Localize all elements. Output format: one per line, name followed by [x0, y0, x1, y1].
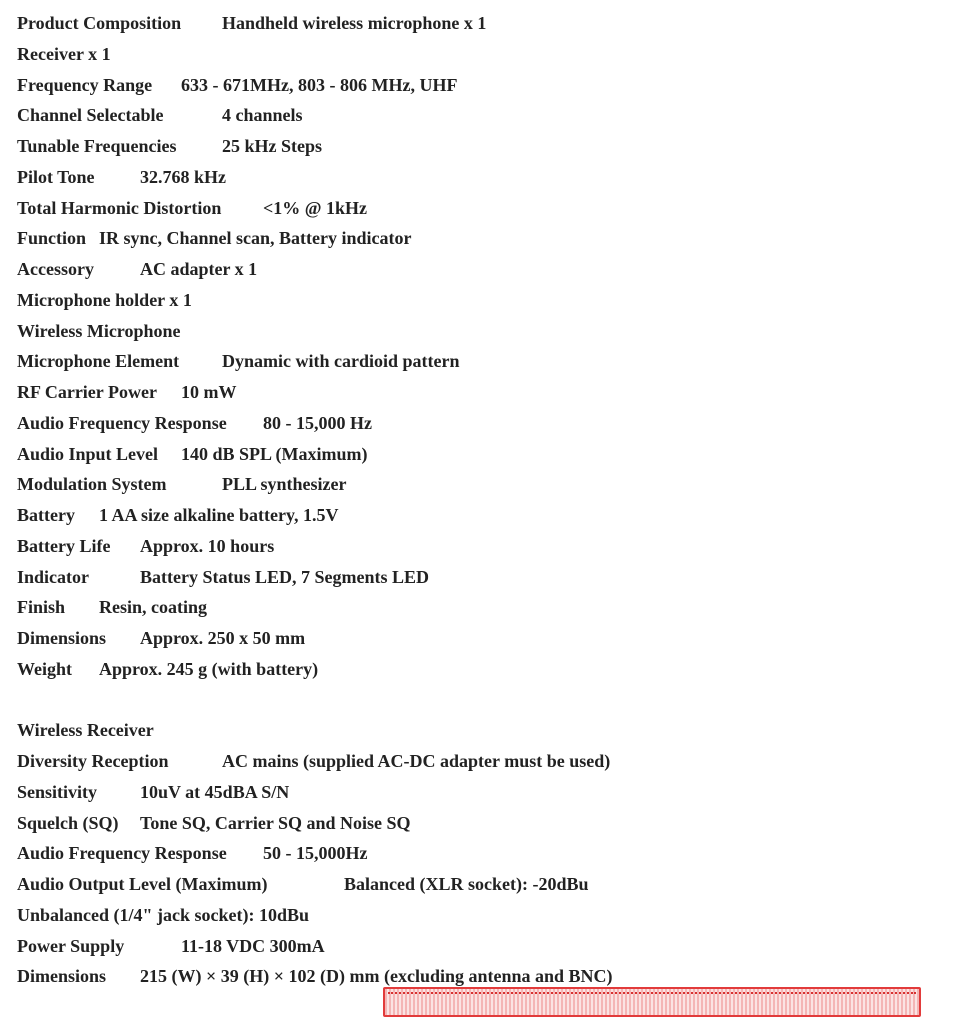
spec-value: Balanced (XLR socket): -20dBu — [344, 874, 589, 894]
spec-label: Battery — [17, 505, 75, 525]
spec-row-power-supply — [17, 931, 947, 962]
spec-label: Dimensions — [17, 966, 107, 987]
spec-label: Tunable Frequencies — [17, 136, 177, 156]
section-heading-wireless-receiver — [17, 715, 947, 746]
spec-row-audio-frequency-response — [17, 408, 947, 439]
spec-label: Total Harmonic Distortion — [17, 197, 222, 218]
spec-label: Finish — [17, 597, 66, 618]
red-stamp-banner — [383, 987, 921, 1017]
spec-value: Tone SQ, Carrier SQ and Noise SQ — [140, 812, 411, 833]
spec-label: Unbalanced (1/4" jack socket): 10dBu — [17, 904, 310, 925]
spec-row-microphone-holder — [17, 285, 947, 316]
spec-row-modulation-system — [17, 469, 947, 500]
spec-label: Channel Selectable — [17, 105, 164, 126]
spec-row-tunable-frequencies — [17, 131, 947, 162]
spec-label: Audio Output Level (Maximum) — [17, 874, 268, 894]
spec-row-sensitivity — [17, 777, 947, 808]
section-heading-wireless-microphone — [17, 316, 947, 347]
spec-value: IR sync, Channel scan, Battery indicator — [99, 228, 412, 249]
spec-label: Receiver x 1 — [17, 43, 111, 64]
spec-value: Handheld wireless microphone x 1 — [222, 13, 487, 33]
spec-label: Squelch (SQ) — [17, 812, 119, 833]
spec-sheet — [17, 8, 947, 992]
section-spacer — [17, 685, 947, 716]
spec-row-diversity-reception — [17, 746, 947, 777]
spec-row-frequency-range — [17, 70, 947, 101]
spec-row-product-composition — [17, 8, 947, 39]
spec-label: Modulation System — [17, 474, 167, 495]
spec-label: Diversity Reception — [17, 751, 169, 771]
spec-value: 25 kHz Steps — [222, 136, 323, 156]
spec-row-rf-carrier-power — [17, 377, 947, 408]
spec-value: 10 mW — [181, 382, 237, 402]
spec-value: 633 - 671MHz, 803 - 806 MHz, UHF — [181, 74, 458, 95]
spec-value: Battery Status LED, 7 Segments LED — [140, 566, 430, 587]
spec-value: 4 channels — [222, 105, 303, 126]
spec-row-unbalanced-output — [17, 900, 947, 931]
spec-label: Microphone holder x 1 — [17, 289, 192, 310]
spec-value: Resin, coating — [99, 597, 207, 618]
spec-row-thd — [17, 193, 947, 224]
spec-label: Audio Input Level — [17, 443, 159, 464]
spec-value: Dynamic with cardioid pattern — [222, 351, 460, 372]
spec-row-microphone-element — [17, 346, 947, 377]
spec-value: Approx. 10 hours — [140, 535, 275, 556]
spec-row-battery — [17, 500, 947, 531]
spec-row-function — [17, 223, 947, 254]
spec-label: Microphone Element — [17, 351, 180, 372]
spec-value: 11-18 VDC 300mA — [181, 935, 325, 956]
spec-label: Sensitivity — [17, 781, 98, 802]
spec-label: Battery Life — [17, 535, 111, 556]
spec-label: Dimensions — [17, 628, 107, 648]
spec-label: Frequency Range — [17, 74, 153, 95]
spec-value: 140 dB SPL (Maximum) — [181, 443, 368, 464]
spec-label: Function — [17, 228, 87, 249]
spec-label: Weight — [17, 658, 73, 679]
spec-row-accessory — [17, 254, 947, 285]
spec-value: 32.768 kHz — [140, 166, 227, 187]
spec-label: Pilot Tone — [17, 166, 95, 187]
section-heading: Wireless Receiver — [17, 720, 154, 741]
spec-label: Product Composition — [17, 13, 182, 33]
spec-row-receiver-audio-frequency-response — [17, 838, 947, 869]
spec-value: AC mains (supplied AC-DC adapter must be used) — [222, 751, 611, 771]
spec-row-dimensions — [17, 623, 947, 654]
section-heading: Wireless Microphone — [17, 320, 181, 341]
spec-row-battery-life — [17, 531, 947, 562]
spec-label: Accessory — [17, 259, 94, 279]
spec-value: 215 (W) × 39 (H) × 102 (D) mm (excluding antenna and BNC) — [140, 966, 613, 987]
spec-label: Audio Frequency Response — [17, 412, 227, 433]
spec-value: AC adapter x 1 — [140, 259, 258, 279]
spec-label: Power Supply — [17, 935, 125, 956]
spec-value: 1 AA size alkaline battery, 1.5V — [99, 505, 339, 525]
spec-row-finish — [17, 592, 947, 623]
spec-row-audio-input-level — [17, 439, 947, 470]
spec-value: <1% @ 1kHz — [263, 197, 368, 218]
spec-value: Approx. 245 g (with battery) — [99, 658, 319, 679]
spec-row-indicator — [17, 562, 947, 593]
spec-label: RF Carrier Power — [17, 382, 157, 402]
spec-row-channel-selectable — [17, 100, 947, 131]
spec-row-squelch — [17, 808, 947, 839]
spec-value: 80 - 15,000 Hz — [263, 412, 372, 433]
spec-label: Indicator — [17, 566, 89, 587]
spec-row-pilot-tone — [17, 162, 947, 193]
spec-row-receiver — [17, 39, 947, 70]
spec-row-audio-output-level — [17, 869, 947, 900]
spec-label: Audio Frequency Response — [17, 843, 227, 864]
spec-value: PLL synthesizer — [222, 474, 347, 495]
spec-row-weight — [17, 654, 947, 685]
spec-value: Approx. 250 x 50 mm — [140, 628, 306, 648]
stamp-border — [388, 992, 916, 1015]
spec-value: 50 - 15,000Hz — [263, 843, 368, 864]
spec-value: 10uV at 45dBA S/N — [140, 781, 290, 802]
